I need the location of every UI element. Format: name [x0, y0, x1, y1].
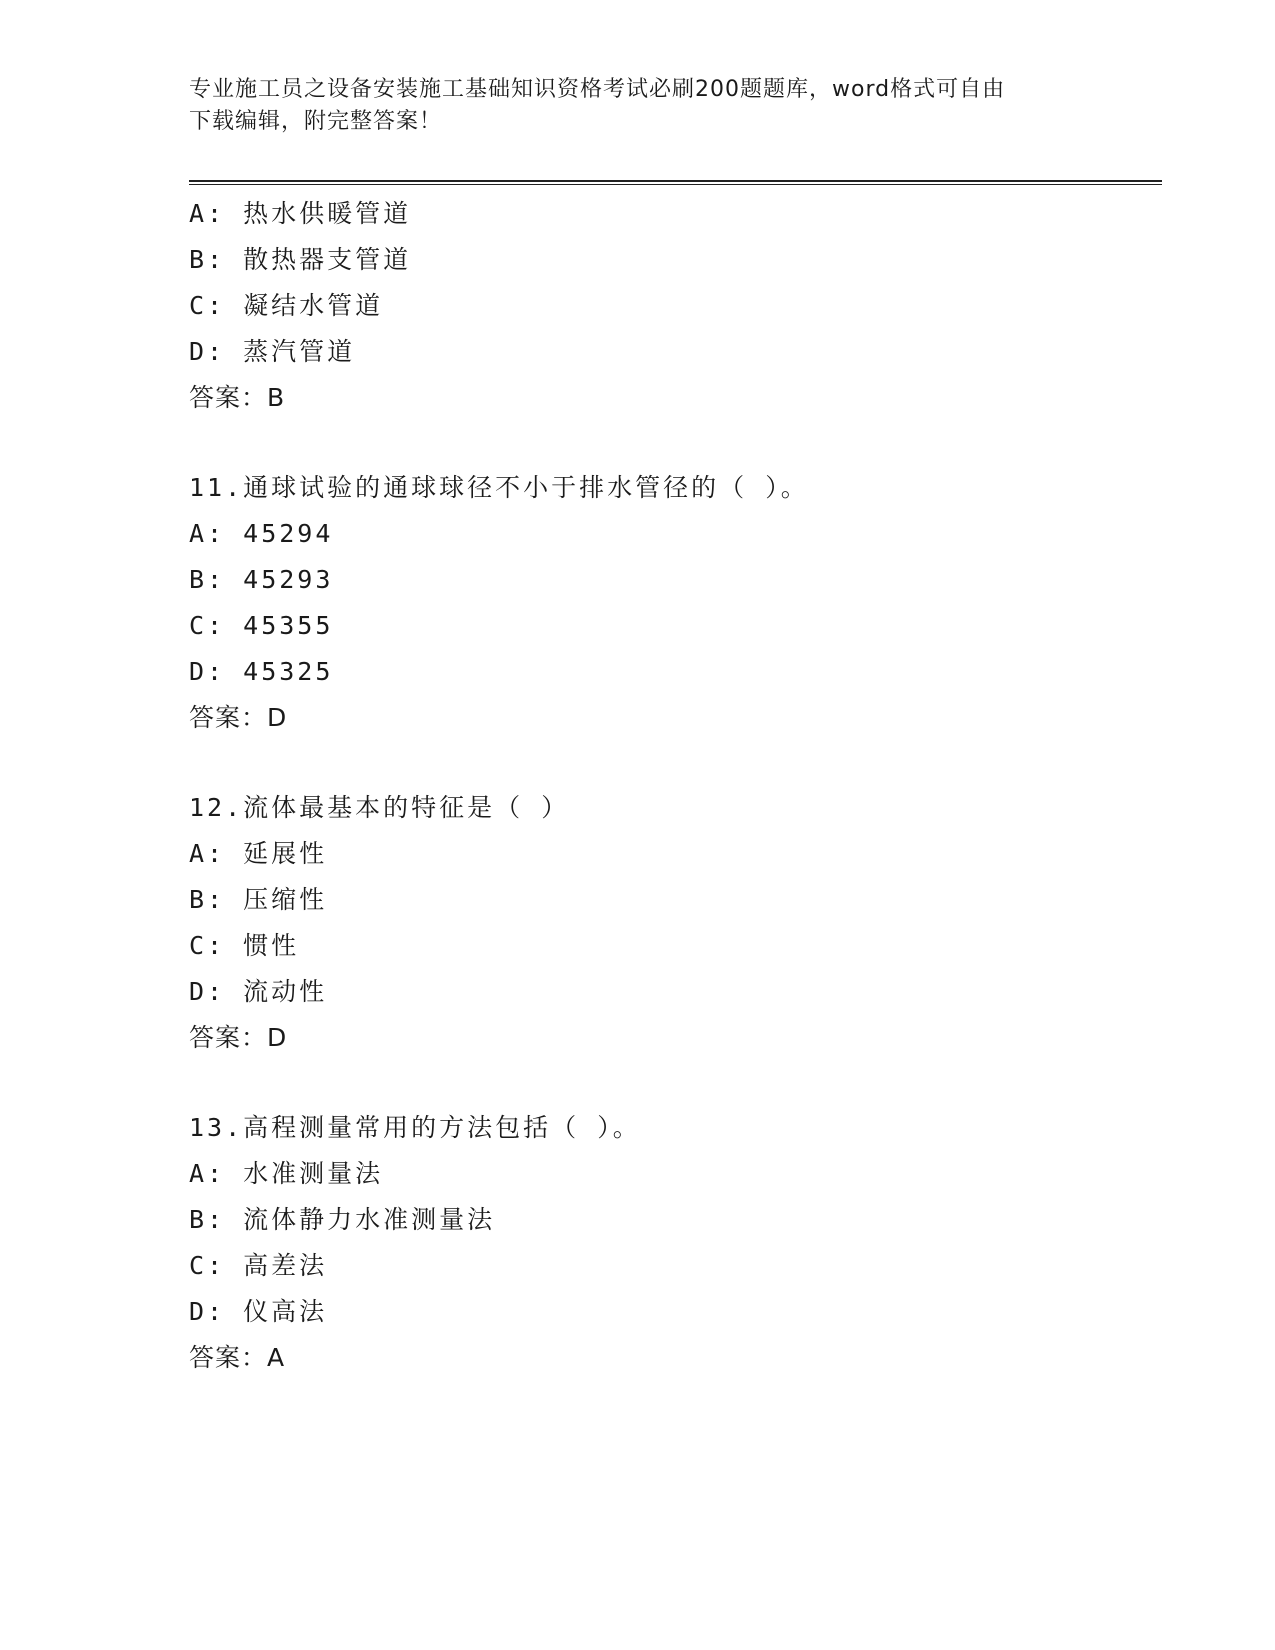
question-spacer	[189, 1061, 1149, 1105]
answer-label: 答案：A	[189, 1343, 286, 1372]
option-c: C: 45355	[189, 611, 334, 640]
header-divider-thin	[189, 184, 1162, 185]
option-c: C: 惯性	[189, 931, 300, 960]
option-b: B: 压缩性	[189, 885, 328, 914]
header-divider-thick	[189, 180, 1162, 182]
question-list	[189, 191, 1149, 1381]
option-b: B: 散热器支管道	[189, 245, 412, 274]
document-header	[189, 74, 1089, 138]
option-a: A: 热水供暖管道	[189, 199, 412, 228]
option-a: A: 水准测量法	[189, 1159, 384, 1188]
option-b: B: 流体静力水准测量法	[189, 1205, 496, 1234]
option-d: D: 流动性	[189, 977, 328, 1006]
answer-label: 答案：B	[189, 383, 286, 412]
question-stem: 12.流体最基本的特征是（ ）	[189, 793, 570, 822]
option-a: A: 延展性	[189, 839, 328, 868]
option-b: B: 45293	[189, 565, 334, 594]
question-10	[189, 191, 1149, 421]
question-13	[189, 1105, 1149, 1381]
option-c: C: 高差法	[189, 1251, 328, 1280]
answer-label: 答案：D	[189, 1023, 288, 1052]
question-12	[189, 785, 1149, 1061]
option-c: C: 凝结水管道	[189, 291, 384, 320]
question-spacer	[189, 421, 1149, 465]
option-a: A: 45294	[189, 519, 334, 548]
header-title-line-1: 专业施工员之设备安装施工基础知识资格考试必刷200题题库，word格式可自由	[189, 77, 1006, 102]
option-d: D: 仪高法	[189, 1297, 328, 1326]
option-d: D: 蒸汽管道	[189, 337, 356, 366]
question-spacer	[189, 741, 1149, 785]
header-title-line-2: 下载编辑，附完整答案！	[189, 109, 443, 134]
question-11	[189, 465, 1149, 741]
question-stem: 11.通球试验的通球球径不小于排水管径的（ ）。	[189, 473, 809, 502]
answer-label: 答案：D	[189, 703, 288, 732]
option-d: D: 45325	[189, 657, 334, 686]
question-stem: 13.高程测量常用的方法包括（ ）。	[189, 1113, 641, 1142]
